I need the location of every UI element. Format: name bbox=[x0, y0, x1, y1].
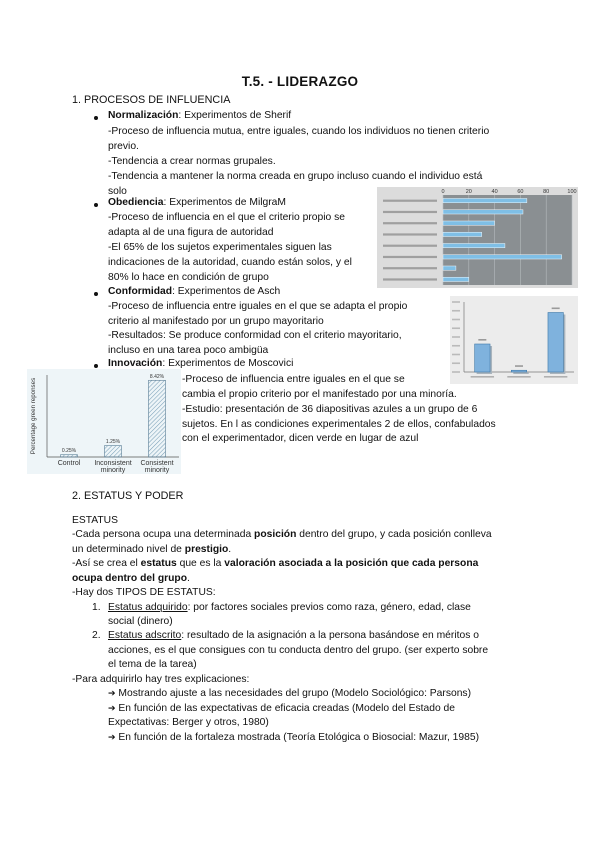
obediencia-line: 80% lo hace en condición de grupo bbox=[108, 272, 269, 283]
bar bbox=[443, 221, 495, 225]
explicacion-item bbox=[108, 730, 479, 746]
tipo2-line bbox=[108, 628, 479, 643]
text-span: Mostrando ajuste a las necesidades del grupo (Modelo Sociológico: Parsons) bbox=[118, 688, 472, 699]
text-span-bold: ocupa dentro del grupo bbox=[72, 573, 187, 584]
tipo1-line bbox=[108, 600, 471, 615]
x-tick-label: 0 bbox=[441, 189, 445, 195]
conformidad-rest: : Experimentos de Asch bbox=[172, 286, 281, 297]
tipos-intro: -Hay dos TIPOS DE ESTATUS: bbox=[72, 587, 216, 598]
list-number: 2. bbox=[92, 630, 101, 641]
text-span: -Cada persona ocupa una determinada bbox=[72, 529, 255, 540]
tipo2-term: Estatus adscrito bbox=[108, 630, 182, 641]
value-label-blurred bbox=[552, 308, 560, 310]
text-span: En función de la fortaleza mostrada (Teoría Etológica o Biosocial: Mazur, 1985) bbox=[118, 732, 480, 743]
bar bbox=[443, 255, 562, 259]
value-label-blurred bbox=[515, 365, 523, 367]
bar bbox=[443, 277, 469, 281]
y-tick-label-blurred bbox=[452, 345, 460, 347]
x-tick-label: Control bbox=[57, 460, 81, 467]
y-tick-label-blurred bbox=[452, 319, 460, 321]
tipo1-term: Estatus adquirido bbox=[108, 602, 188, 613]
category-label-blurred bbox=[383, 245, 437, 247]
x-tick-label: 20 bbox=[465, 189, 472, 195]
category-label-blurred bbox=[383, 233, 437, 235]
bar bbox=[443, 266, 456, 270]
y-tick-label-blurred bbox=[452, 354, 460, 356]
section-2-heading: 2. ESTATUS Y PODER bbox=[72, 490, 184, 502]
normalizacion-title bbox=[108, 108, 291, 123]
bullet-marker bbox=[94, 292, 98, 296]
page-title: T.5. - LIDERAZGO bbox=[241, 74, 359, 89]
text-span: . bbox=[186, 573, 190, 584]
arrow-right-icon: ➔ bbox=[108, 733, 116, 743]
obediencia-line: indicaciones de la autoridad, cuando están solos, y el bbox=[108, 257, 352, 268]
innovacion-line: -Proceso de influencia entre iguales en el que se bbox=[182, 374, 405, 385]
text-span: . bbox=[228, 544, 232, 555]
normalizacion-line: -Tendencia a crear normas grupales. bbox=[108, 156, 276, 167]
category-label-blurred bbox=[471, 376, 494, 378]
innovacion-line: sujetos. En l as condiciones experimentales 2 de ellos, confabulados bbox=[182, 419, 496, 430]
x-tick-label: 40 bbox=[491, 189, 498, 195]
explicacion-item-continued: Expectativas: Berger y otros, 1980) bbox=[108, 717, 269, 728]
conformidad-term: Conformidad bbox=[108, 286, 173, 297]
section-1-heading: 1. PROCESOS DE INFLUENCIA bbox=[72, 94, 231, 106]
conformidad-title bbox=[108, 284, 280, 299]
category-label-blurred bbox=[383, 278, 437, 280]
bar bbox=[511, 370, 526, 372]
text-span: : por factores sociales previos como raza, género, edad, clase bbox=[187, 602, 471, 613]
y-tick-label-blurred bbox=[452, 371, 460, 373]
x-tick-label: 100 bbox=[567, 189, 577, 195]
text-span: -Así se crea el bbox=[72, 558, 141, 569]
text-span: En función de las expectativas de eficacia creadas (Modelo del Estado de bbox=[118, 703, 455, 714]
estatus-paragraph-line bbox=[72, 542, 231, 557]
estatus-subheading: ESTATUS bbox=[72, 515, 118, 526]
x-tick-label: minority bbox=[144, 467, 170, 474]
normalizacion-term: Normalización bbox=[108, 110, 179, 121]
innovacion-term: Innovación bbox=[108, 358, 163, 369]
tipo2-line: acciones, es el que consigues con tu conducta dentro del grupo. (ser experto sobre bbox=[108, 645, 489, 656]
category-label-blurred bbox=[383, 211, 437, 213]
innovacion-line: cambia el propio criterio por el manifestado por una minoría. bbox=[182, 389, 457, 400]
value-label: 8.42% bbox=[149, 373, 165, 380]
text-span-bold: valoración asociada a la posición que cada persona bbox=[224, 558, 479, 569]
y-tick-label-blurred bbox=[452, 301, 460, 303]
category-label-blurred bbox=[383, 267, 437, 269]
arrow-right-icon: ➔ bbox=[108, 689, 116, 699]
text-span: un determinado nivel de bbox=[72, 544, 185, 555]
tipo1-line: social (dinero) bbox=[108, 616, 173, 627]
obediencia-line: -El 65% de los sujetos experimentales siguen las bbox=[108, 242, 332, 253]
text-span: : resultado de la asignación a la persona basándose en méritos o bbox=[181, 630, 479, 641]
value-label: 1.25% bbox=[105, 439, 121, 446]
innovacion-rest: : Experimentos de Moscovici bbox=[162, 358, 294, 369]
normalizacion-line: solo bbox=[108, 186, 127, 197]
innovacion-line: -Estudio: presentación de 36 diapositivas azules a un grupo de 6 bbox=[182, 404, 478, 415]
text-span-bold: prestigio bbox=[184, 544, 229, 555]
obediencia-title bbox=[108, 195, 286, 210]
bar bbox=[443, 232, 482, 236]
y-tick-label-blurred bbox=[452, 362, 460, 364]
estatus-paragraph-line bbox=[72, 527, 492, 542]
milgram-bar-chart bbox=[377, 187, 578, 288]
x-tick-label: minority bbox=[100, 467, 126, 474]
y-axis-label: Percentage green reponses bbox=[30, 377, 37, 455]
bullet-marker bbox=[94, 364, 98, 368]
explicacion-item bbox=[108, 686, 471, 702]
bar bbox=[61, 455, 78, 457]
x-tick-label: 80 bbox=[543, 189, 550, 195]
bar bbox=[548, 313, 563, 373]
obediencia-line: adapta al de una figura de autoridad bbox=[108, 227, 274, 238]
explicaciones-intro: -Para adquirirlo hay tres explicaciones: bbox=[72, 674, 250, 685]
estatus-paragraph-line bbox=[72, 556, 478, 571]
bar bbox=[443, 243, 505, 247]
text-span: dentro del grupo, y cada posición conlleva bbox=[296, 529, 492, 540]
bar bbox=[475, 344, 490, 372]
bar bbox=[443, 198, 527, 202]
normalizacion-line: -Tendencia a mantener la norma creada en grupo incluso cuando el individuo está bbox=[108, 171, 483, 182]
y-tick-label-blurred bbox=[452, 327, 460, 329]
y-tick-label-blurred bbox=[452, 336, 460, 338]
tipo2-line: el tema de la tarea) bbox=[108, 659, 197, 670]
asch-bar-chart bbox=[450, 296, 578, 384]
text-span-bold: estatus bbox=[140, 558, 177, 569]
plot-area bbox=[443, 195, 572, 285]
list-number: 1. bbox=[92, 602, 101, 613]
moscovici-bar-chart bbox=[27, 369, 181, 474]
x-tick-label: Consistent bbox=[140, 460, 174, 467]
bar-shadow bbox=[513, 372, 528, 374]
bar bbox=[105, 446, 122, 457]
conformidad-line: incluso en una tarea poco ambigüa bbox=[108, 345, 269, 356]
category-label-blurred bbox=[507, 376, 530, 378]
bar bbox=[149, 380, 166, 457]
category-label-blurred bbox=[383, 256, 437, 258]
conformidad-line: criterio al manifestado por un grupo mayoritario bbox=[108, 316, 324, 327]
normalizacion-line: -Proceso de influencia mutua, entre iguales, cuando los individuos no tienen criterio bbox=[108, 126, 490, 137]
conformidad-line: -Proceso de influencia entre iguales en el que se adapta el propio bbox=[108, 301, 408, 312]
category-label-blurred bbox=[544, 376, 567, 378]
x-tick-label: Inconsistent bbox=[94, 460, 132, 467]
value-label: 0.25% bbox=[61, 448, 77, 455]
text-span-bold: posición bbox=[254, 529, 297, 540]
x-tick-label: 60 bbox=[517, 189, 524, 195]
obediencia-term: Obediencia bbox=[108, 197, 164, 208]
bullet-marker bbox=[94, 203, 98, 207]
bullet-marker bbox=[94, 116, 98, 120]
bar bbox=[443, 210, 523, 214]
obediencia-rest: : Experimentos de MilgraM bbox=[163, 197, 286, 208]
innovacion-line: con el experimentador, dicen verde en lugar de azul bbox=[182, 433, 419, 444]
category-label-blurred bbox=[383, 222, 437, 224]
value-label-blurred bbox=[478, 339, 486, 341]
category-label-blurred bbox=[383, 200, 437, 202]
text-span: que es la bbox=[176, 558, 225, 569]
y-tick-label-blurred bbox=[452, 310, 460, 312]
normalizacion-rest: : Experimentos de Sherif bbox=[178, 110, 292, 121]
arrow-right-icon: ➔ bbox=[108, 704, 116, 714]
normalizacion-line: previo. bbox=[108, 141, 139, 152]
conformidad-line: -Resultados: Se produce conformidad con el criterio mayoritario, bbox=[108, 330, 402, 341]
obediencia-line: -Proceso de influencia en el que el criterio propio se bbox=[108, 212, 345, 223]
estatus-paragraph-line bbox=[72, 571, 190, 586]
